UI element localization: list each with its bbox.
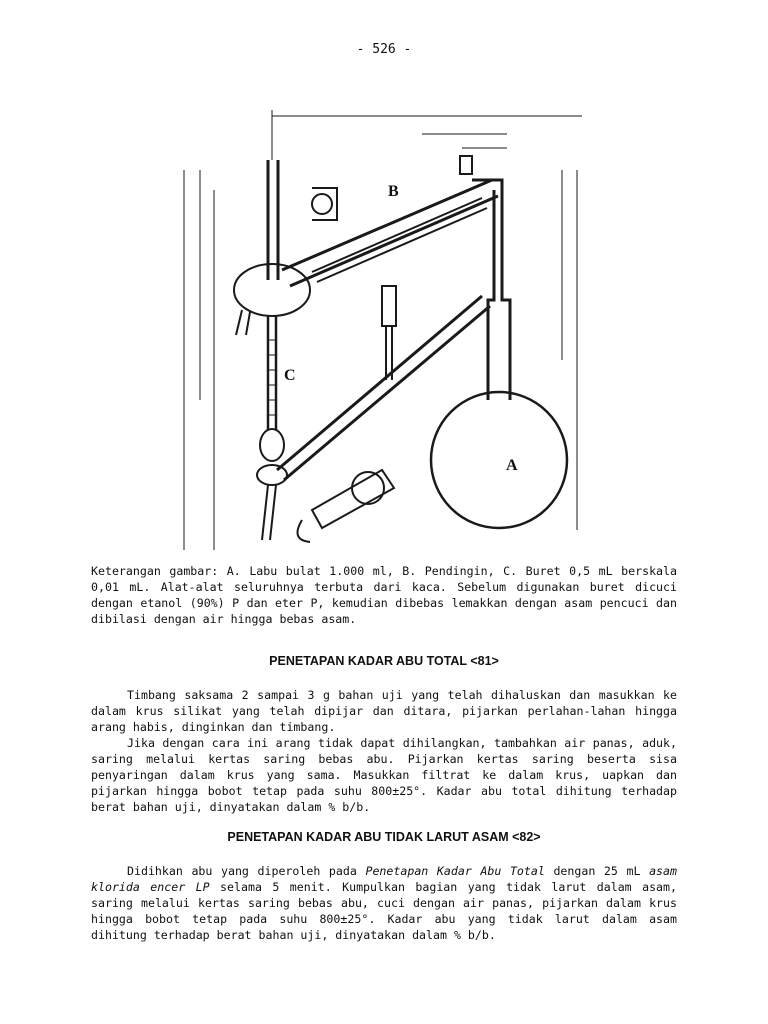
section-heading-abu-tidak-larut-asam: PENETAPAN KADAR ABU TIDAK LARUT ASAM <82>: [227, 830, 541, 844]
italic-term: Penetapan Kadar Abu Total: [365, 864, 545, 878]
figure-label-A: A: [506, 457, 518, 474]
section-heading-abu-total: PENETAPAN KADAR ABU TOTAL <81>: [269, 654, 499, 668]
section-abu-tidak-larut-body: [91, 863, 677, 943]
text-span: Didihkan abu yang diperoleh pada: [127, 864, 366, 878]
italic-term: asam klorida encer LP: [91, 864, 677, 894]
paragraph: Jika dengan cara ini arang tidak dapat dihilangkan, tambahkan air panas, aduk, saring melalui kertas saring bebas abu. Pijarkan kertas saring beserta sisa penyaringan dalam krus yang sama. Masukkan filtrat ke dalam krus, uapkan dan pijarkan hingga bobot tetap pada suhu 800±25°. Kadar abu total dihitung terhadap berat bahan uji, dinyatakan dalam % b/b.: [91, 736, 677, 814]
text-span: selama 5 menit. Kumpulkan bagian yang tidak larut dalam asam, saring melalui kertas saring bebas abu, cuci dengan air panas, pijarkan dalam krus hingga bobot tetap pada suhu 800±25°. Kadar abu yang tidak larut dalam asam dihitung terhadap berat bahan uji, dinyatakan dalam % b/b.: [91, 880, 677, 942]
paragraph: Timbang saksama 2 sampai 3 g bahan uji yang telah dihaluskan dan masukkan ke dalam krus silikat yang telah dipijar dan ditara, pijarkan perlahan-lahan hingga arang habis, dinginkan dan timbang.: [91, 688, 677, 734]
page-number: - 526 -: [356, 42, 412, 57]
figure-label-C: C: [284, 367, 296, 384]
apparatus-drawing: [172, 100, 598, 556]
figure-label-B: B: [388, 183, 399, 200]
apparatus-figure: [172, 100, 598, 556]
paragraph: [91, 863, 677, 943]
section-abu-total-body: [91, 687, 677, 815]
figure-caption: Keterangan gambar: A. Labu bulat 1.000 ml, B. Pendingin, C. Buret 0,5 mL berskala 0,01 mL. Alat-alat seluruhnya terbuta dari kaca. Sebelum digunakan buret dicuci dengan etanol (90%) P dan eter P, kemudian dibebas lemakkan dengan asam pencuci dan dibilasi dengan air hingga bebas asam.: [91, 564, 677, 626]
text-span: dengan 25 mL: [544, 864, 650, 878]
